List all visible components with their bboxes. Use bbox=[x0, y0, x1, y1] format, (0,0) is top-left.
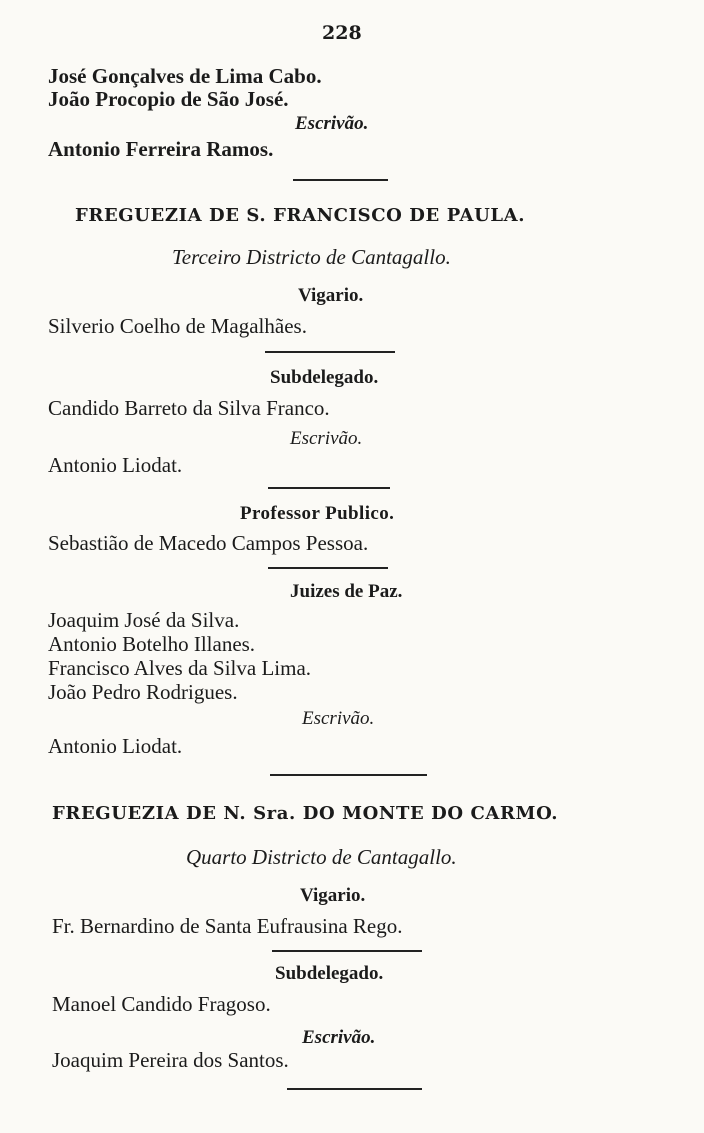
role-label-escrivao: Escrivão. bbox=[290, 428, 363, 449]
name-line: Francisco Alves da Silva Lima. bbox=[48, 656, 312, 680]
role-label-escrivao: Escrivão. bbox=[295, 113, 369, 134]
role-label-vigario: Vigario. bbox=[298, 285, 364, 306]
divider-rule bbox=[272, 950, 422, 952]
divider-rule bbox=[268, 487, 390, 489]
parish-heading: FREGUEZIA DE S. FRANCISCO DE PAULA. bbox=[75, 205, 526, 226]
name-line: Joaquim Pereira dos Santos. bbox=[52, 1048, 289, 1072]
role-label-escrivao: Escrivão. bbox=[302, 708, 375, 729]
divider-rule bbox=[287, 1088, 422, 1090]
divider-rule bbox=[265, 351, 395, 353]
name-line: Silverio Coelho de Magalhães. bbox=[48, 314, 307, 338]
district-subtitle: Quarto Districto de Cantagallo. bbox=[186, 845, 457, 869]
divider-rule bbox=[293, 179, 388, 181]
parish-heading: FREGUEZIA DE N. Sra. DO MONTE DO CARMO. bbox=[52, 803, 559, 824]
name-line: Fr. Bernardino de Santa Eufrausina Rego. bbox=[52, 914, 403, 938]
role-label-subdelegado: Subdelegado. bbox=[270, 367, 379, 388]
name-line: Antonio Botelho Illanes. bbox=[48, 632, 256, 656]
role-label-subdelegado: Subdelegado. bbox=[275, 963, 384, 984]
page-number: 228 bbox=[322, 22, 362, 44]
name-line: João Pedro Rodrigues. bbox=[48, 680, 238, 704]
name-line: Antonio Ferreira Ramos. bbox=[48, 137, 274, 161]
divider-rule bbox=[268, 567, 388, 569]
name-line: Sebastião de Macedo Campos Pessoa. bbox=[48, 531, 369, 555]
role-label-escrivao: Escrivão. bbox=[302, 1027, 376, 1048]
name-line: Antonio Liodat. bbox=[48, 734, 183, 758]
name-line: João Procopio de São José. bbox=[48, 87, 289, 111]
role-label-professor: Professor Publico. bbox=[240, 503, 395, 524]
district-subtitle: Terceiro Districto de Cantagallo. bbox=[172, 245, 451, 269]
role-label-juizes: Juizes de Paz. bbox=[290, 581, 403, 602]
name-line: Manoel Candido Fragoso. bbox=[52, 992, 271, 1016]
name-line: Joaquim José da Silva. bbox=[48, 608, 240, 632]
name-line: Antonio Liodat. bbox=[48, 453, 183, 477]
role-label-vigario: Vigario. bbox=[300, 885, 366, 906]
divider-rule bbox=[270, 774, 427, 776]
name-line: Candido Barreto da Silva Franco. bbox=[48, 396, 330, 420]
name-line: José Gonçalves de Lima Cabo. bbox=[48, 64, 322, 88]
